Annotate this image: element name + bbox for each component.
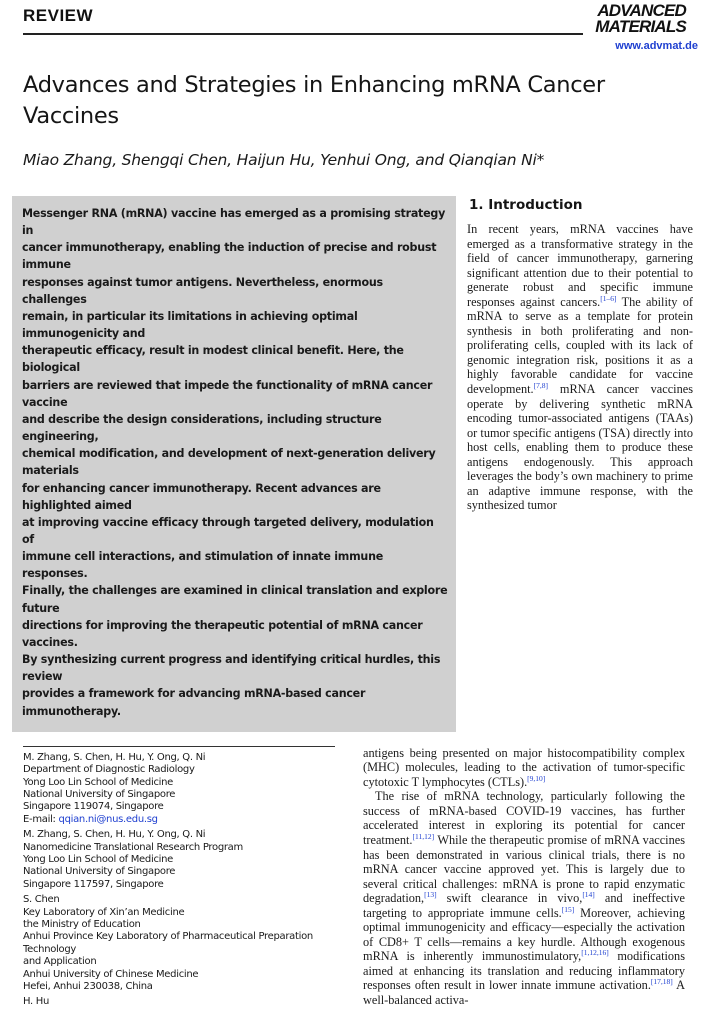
email-link[interactable]: qqian.ni@nus.edu.sg <box>58 813 158 825</box>
body-text: While the therapeutic promise of mRNA vaccines has been demonstrated in various clinical trials, there is no mRNA cancer vaccine approved yet. This is largely due to several critical challenges: mRNA is prone to rapid enzymatic degradation, <box>363 832 685 906</box>
affiliation-line: Nanomedicine Translational Research Program <box>23 841 243 853</box>
journal-website-link[interactable]: www.advmat.de <box>615 40 698 52</box>
body-text: modifications aimed at enhancing its translation and reducing inflammatory responses often result in lower innate immune activation. <box>363 949 685 993</box>
affiliation-block <box>23 996 353 1008</box>
abstract-line: remain, in particular its limitations in achieving optimal immunogenicity and <box>22 309 358 341</box>
intro-right-column <box>467 196 693 513</box>
title-line-2: Vaccines <box>23 103 119 129</box>
lower-columns <box>0 746 712 1012</box>
body-text: antigens being presented on major histocompatibility complex (MHC) molecules, leading to the activation of tumor-specific cytotoxic T lymphocytes (CTLs). <box>363 745 685 789</box>
affiliation-block <box>23 894 353 993</box>
abstract-line: Messenger RNA (mRNA) vaccine has emerged as a promising strategy in <box>22 207 446 238</box>
abstract-column <box>12 196 456 732</box>
abstract-line: chemical modification, and development of next-generation delivery materials <box>22 447 436 478</box>
intro-paragraph-1-right-column <box>467 222 693 513</box>
intro-body-wide-column <box>363 746 685 1008</box>
affiliation-line: Singapore 119074, Singapore <box>23 801 164 813</box>
abstract-line: Finally, the challenges are examined in clinical translation and explore future <box>22 584 448 615</box>
citation-link[interactable]: [11,12] <box>412 831 435 841</box>
affiliation-line: M. Zhang, S. Chen, H. Hu, Y. Ong, Q. Ni <box>23 751 206 763</box>
citation-link[interactable]: [14] <box>582 890 595 900</box>
body-text: The rise of mRNA technology, particularly following the success of mRNA-based COVID-19 vaccines, has further accelerated interest in exploring its potential for cancer treatment. <box>363 789 685 847</box>
abstract-line: and describe the design considerations, including structure engineering, <box>22 412 382 444</box>
journal-logo <box>595 3 686 35</box>
abstract-line: responses against tumor antigens. Nevertheless, enormous challenges <box>22 275 383 306</box>
citation-link[interactable]: [17,18] <box>650 977 673 987</box>
affiliation-line: Singapore 117597, Singapore <box>23 878 164 890</box>
abstract-text <box>22 205 448 720</box>
body-text: and ineffective targeting to appropriate immune cells. <box>363 891 685 920</box>
abstract-line: cancer immunotherapy, enabling the induction of precise and robust immune <box>22 241 437 272</box>
affiliation-line: Department of Diagnostic Radiology <box>23 764 195 776</box>
affiliation-line: Yong Loo Lin School of Medicine <box>23 853 174 865</box>
upper-columns <box>0 196 712 732</box>
abstract-line: for enhancing cancer immunotherapy. Recent advances are highlighted aimed <box>22 481 381 512</box>
citation-link[interactable]: [13] <box>424 890 437 900</box>
body-text: A well-balanced activa- <box>363 978 686 1007</box>
affiliation-line: National University of Singapore <box>23 788 176 800</box>
affiliation-block <box>23 752 353 826</box>
affiliation-line: Key Laboratory of Xin’an Medicine <box>23 906 185 918</box>
affiliation-line: National University of Singapore <box>23 866 176 878</box>
affiliation-line: Anhui Province Key Laboratory of Pharmaceutical Preparation Technology <box>23 931 313 955</box>
email-line <box>23 814 353 826</box>
article-title <box>23 70 683 132</box>
abstract-box <box>12 196 456 732</box>
affiliation-line: H. Hu <box>23 996 50 1008</box>
affiliation-line: M. Zhang, S. Chen, H. Hu, Y. Ong, Q. Ni <box>23 829 206 841</box>
author-list: Miao Zhang, Shengqi Chen, Haijun Hu, Yenhui Ong, and Qianqian Ni* <box>23 151 545 169</box>
affiliation-divider <box>23 746 335 747</box>
citation-link[interactable]: [15] <box>561 904 575 914</box>
abstract-line: By synthesizing current progress and identifying critical hurdles, this review <box>22 653 441 684</box>
abstract-line: at improving vaccine efficacy through targeted delivery, modulation of <box>22 515 434 546</box>
abstract-line: barriers are reviewed that impede the functionality of mRNA cancer vaccine <box>22 378 433 409</box>
affiliation-line: Hefei, Anhui 230038, China <box>23 981 153 992</box>
affiliation-line: Anhui University of Chinese Medicine <box>23 968 199 980</box>
affiliations <box>23 752 353 1009</box>
body-text: swift clearance in vivo, <box>436 891 583 906</box>
citation-link[interactable]: [7,8] <box>533 381 548 391</box>
body-text: The ability of mRNA to serve as a template for protein synthesis in both proliferating and non-proliferating cells, coupled with its lack of genomic integration risk, positions it as a highly favorable candidate for vaccine development. <box>467 294 693 397</box>
abstract-line: therapeutic efficacy, result in modest clinical benefit. Here, the biological <box>22 344 404 375</box>
affiliation-line: S. Chen <box>23 894 60 906</box>
abstract-line: provides a framework for advancing mRNA-based cancer immunotherapy. <box>22 687 366 718</box>
journal-logo-line2: MATERIALS <box>595 17 686 36</box>
affiliation-line: Yong Loo Lin School of Medicine <box>23 776 174 788</box>
affiliation-line: the Ministry of Education <box>23 918 141 930</box>
journal-logo-line1: ADVANCED <box>597 1 686 20</box>
header-divider <box>23 33 583 35</box>
section-heading-introduction: 1. Introduction <box>469 197 583 213</box>
affiliation-block <box>23 829 353 891</box>
body-text: In recent years, mRNA vaccines have emerged as a transformative strategy in the field of cancer immunotherapy, garnering significant attention due to their potential to generate robust and specific immune responses against cancers. <box>467 222 693 309</box>
title-line-1: Advances and Strategies in Enhancing mRNA Cancer <box>23 72 605 98</box>
affiliation-line: and Application <box>23 956 97 968</box>
affiliation-column <box>23 746 353 1012</box>
masthead <box>0 0 712 60</box>
citation-link[interactable]: [9,10] <box>527 773 546 783</box>
abstract-line: directions for improving the therapeutic potential of mRNA cancer vaccines. <box>22 618 423 649</box>
email-label: E-mail: <box>23 813 59 825</box>
citation-link[interactable]: [1,12,16] <box>581 948 609 958</box>
body-text: Moreover, achieving optimal immunogenicity and efficacy—especially the activation of CD8+ T cells—remains a key hurdle. Although exogenous mRNA is inherently immunostimulatory, <box>363 905 685 964</box>
abstract-line: immune cell interactions, and stimulation of innate immune responses. <box>22 550 383 581</box>
citation-link[interactable]: [1–6] <box>600 293 617 303</box>
section-label: REVIEW <box>23 6 94 25</box>
body-text: mRNA cancer vaccines operate by delivering synthetic mRNA encoding tumor-associated antigens (TAAs) or tumor specific antigens (TSA) directly into host cells, enabling them to produce these antigens endogenously. This approach leverages the body’s own machinery to prime an adaptive immune response, with the synthesized tumor <box>467 382 693 513</box>
